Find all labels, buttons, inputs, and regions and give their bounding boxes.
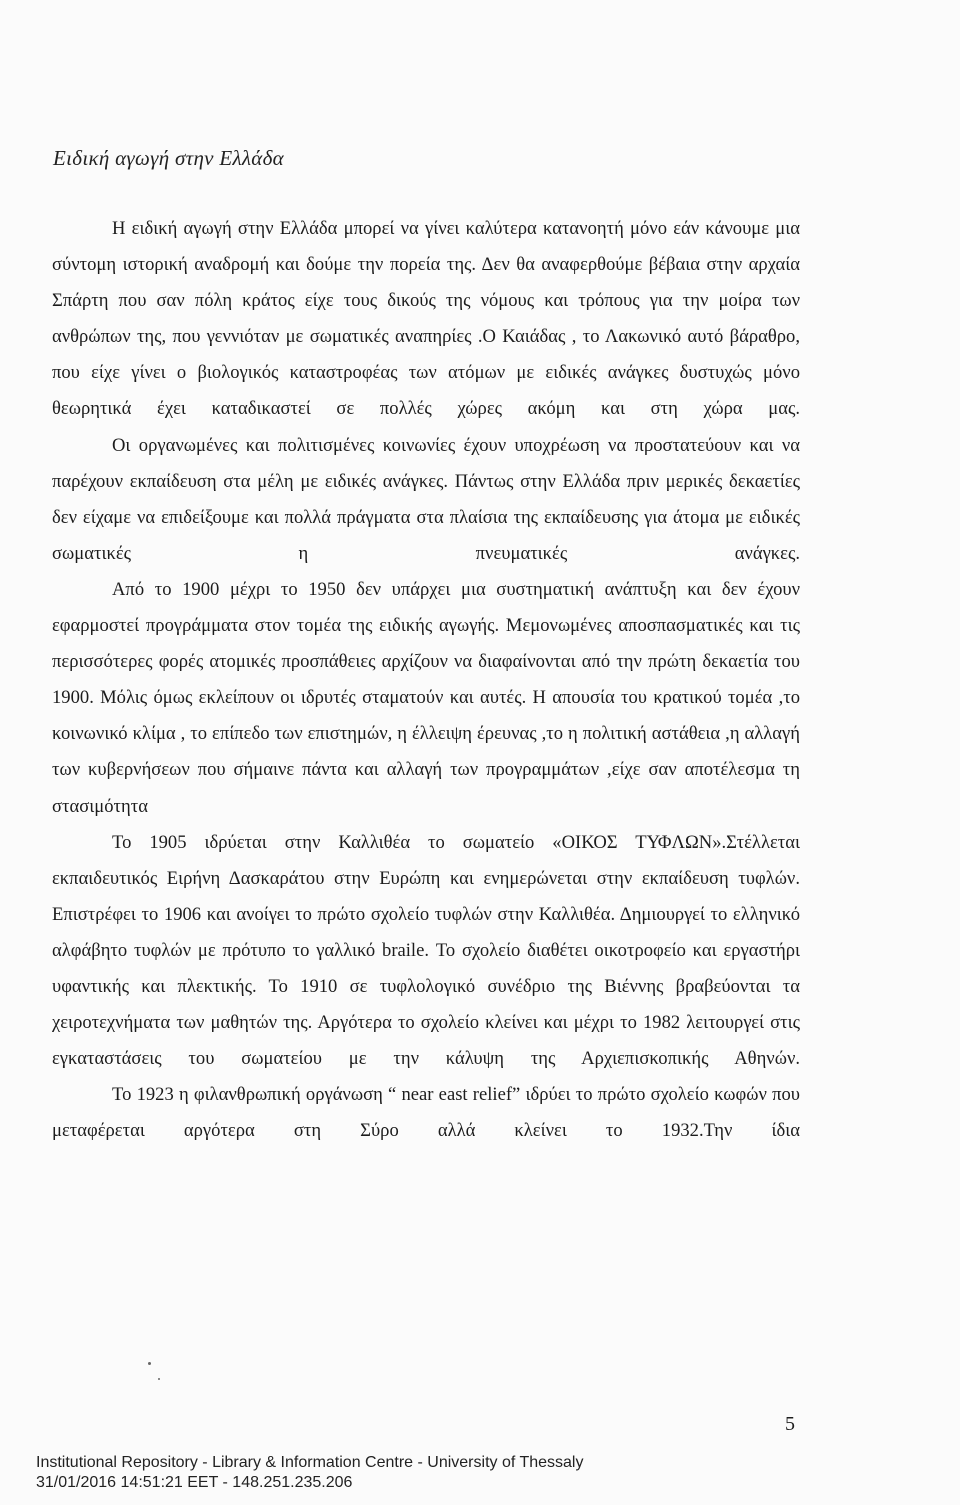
- paragraph-4: Το 1905 ιδρύεται στην Καλλιθέα το σωματείο «ΟΙΚΟΣ ΤΥΦΛΩΝ».Στέλλεται εκπαιδευτικός Ειρήνη Δασκαράτου στην Ευρώπη και ενημερώνεται στην εκπαίδευση τυφλών. Επιστρέφει το 1906 και ανοίγει το πρώτο σχολείο τυφλών στην Καλλιθέα. Δημιουργεί το ελληνικό αλφάβητο τυφλών με πρότυπο το γαλλικό braile. Το σχολείο διαθέτει οικοτροφείο και εργαστήρι υφαντικής και πλεκτικής. Το 1910 σε τυφλολογικό συνέδριο της Βιέννης βραβεύονται τα χειροτεχνήματα των μαθητών της. Αργότερα το σχολείο κλείνει και μέχρι το 1982 λειτουργεί στις εγκαταστάσεις του σωματείου με την κάλυψη της Αρχιεπισκοπικής Αθηνών.: [52, 831, 800, 1070]
- paragraph-5: Το 1923 η φιλανθρωπική οργάνωση “ near east relief” ιδρύει το πρώτο σχολείο κωφών που μεταφέρεται αργότερα στη Σύρο αλλά κλείνει το 1932.Την ίδια: [52, 1084, 800, 1142]
- section-heading: Ειδική αγωγή στην Ελλάδα: [53, 146, 284, 170]
- page-number: 5: [785, 1413, 795, 1435]
- paragraph-3: Από το 1900 μέχρι το 1950 δεν υπάρχει μια συστηματική ανάπτυξη και δεν έχουν εφαρμοστεί προγράμματα στον τομέα της ειδικής αγωγής. Μεμονωμένες αποσπασματικές και τις περισσότερες φορές ατομικές προσπάθειες αρχίζουν να διαφαίνονται από την πρώτη δεκαετία του 1900. Μόλις όμως εκλείπουν οι ιδρυτές σταματούν και αυτές. Η απουσία του κρατικού τομέα ,το κοινωνικό κλίμα , το επίπεδο των επιστημών, η έλλειψη έρευνας ,το η πολιτική αστάθεια ,η αλλαγή των κυβερνήσεων που σήμαινε πάντα και αλλαγή των προγραμμάτων ,είχε σαν αποτέλεσμα τη στασιμότητα: [52, 578, 800, 817]
- body-text: [52, 211, 800, 1149]
- paragraph-2: Οι οργανωμένες και πολιτισμένες κοινωνίες έχουν υποχρέωση να προστατεύουν και να παρέχουν εκπαίδευση στα μέλη με ειδικές ανάγκες. Πάντως στην Ελλάδα πριν μερικές δεκαετίες δεν είχαμε να επιδείξουμε και πολλά πράγματα στα πλαίσια της εκπαίδευσης για άτομα με ειδικές σωματικές η πνευματικές ανάγκες.: [52, 434, 800, 564]
- paragraph-1: Η ειδική αγωγή στην Ελλάδα μπορεί να γίνει καλύτερα κατανοητή μόνο εάν κάνουμε μια σύντομη ιστορική αναδρομή και δούμε την πορεία της. Δεν θα αναφερθούμε βέβαια στην αρχαία Σπάρτη που σαν πόλη κράτος είχε τους δικούς της νόμους και τρόπους για την μοίρα των ανθρώπων της, που γεννιόταν με σωματικές αναπηρίες .Ο Καιάδας , το Λακωνικό αυτό βάραθρο, που είχε γίνει ο βιολογικός καταστροφέας των ατόμων με ειδικές ανάγκες δυστυχώς μόνο θεωρητικά έχει καταδικαστεί σε πολλές χώρες ακόμη και στη χώρα μας.: [52, 218, 800, 420]
- footer-timestamp-line: 31/01/2016 14:51:21 EET - 148.251.235.206: [36, 1474, 353, 1491]
- scan-speck: [158, 1378, 160, 1380]
- repository-footer: [36, 1453, 583, 1493]
- footer-repository-line: Institutional Repository - Library & Information Centre - University of Thessaly: [36, 1454, 584, 1471]
- scan-speck: [148, 1362, 151, 1365]
